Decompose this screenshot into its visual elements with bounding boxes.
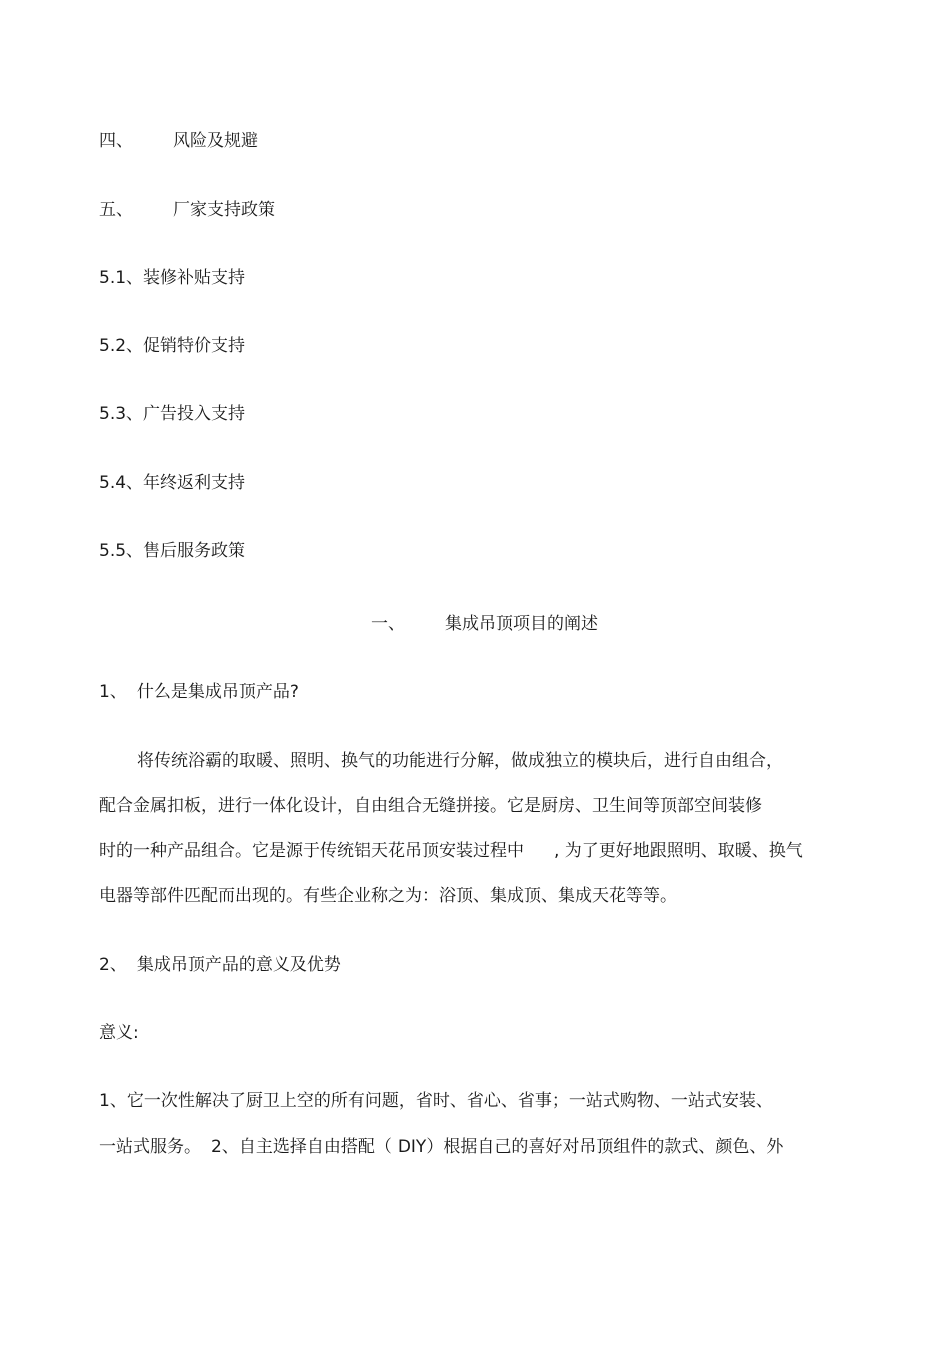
toc-sub-number: 5.1 (99, 268, 127, 288)
paragraph-line: 1、它一次性解决了厨卫上空的所有问题，省时、省心、省事；一站式购物、一站式安装、 (99, 1091, 773, 1111)
paragraph-segment: , 为了更好地跟照明、取暖、换气 (554, 841, 803, 861)
toc-sub-text: 、促销特价支持 (126, 336, 246, 356)
paragraph-line (99, 840, 803, 862)
paragraph-segment: 2、自主选择自由搭配（ (211, 1137, 392, 1157)
toc-sub-item (99, 540, 245, 562)
paragraph-line: 将传统浴霸的取暖、照明、换气的功能进行分解，做成独立的模块后，进行自由组合， (137, 751, 783, 771)
toc-sub-number: 5.2 (99, 336, 127, 356)
paragraph-segment: 时的一种产品组合。它是源于传统铝天花吊顶安装过程中 (99, 841, 524, 861)
question-1 (99, 681, 299, 703)
meaning-label: 意义: (99, 1023, 139, 1043)
paragraph-line (99, 1136, 783, 1158)
toc-sub-number: 5.5 (99, 541, 127, 561)
paragraph-segment: DIY）根据自己的喜好对吊顶组件的款式、颜色、外 (397, 1137, 784, 1157)
toc-item-5-text: 厂家支持政策 (173, 200, 275, 220)
toc-sub-text: 、年终返利支持 (126, 473, 246, 493)
section-heading-number: 一、 (371, 614, 405, 634)
toc-sub-item (99, 335, 245, 357)
toc-sub-number: 5.4 (99, 473, 127, 493)
question-2-text: 集成吊顶产品的意义及优势 (136, 955, 341, 975)
toc-sub-text: 、售后服务政策 (126, 541, 246, 561)
toc-sub-text: 、广告投入支持 (126, 404, 246, 424)
toc-sub-item (99, 267, 245, 289)
toc-sub-text: 、装修补贴支持 (126, 268, 246, 288)
toc-sub-number: 5.3 (99, 404, 127, 424)
toc-item-5 (99, 199, 275, 221)
toc-sub-item (99, 472, 245, 494)
paragraph-line: 电器等部件匹配而出现的。有些企业称之为：浴顶、集成顶、集成天花等等。 (99, 886, 677, 906)
toc-item-4-number: 四、 (99, 131, 133, 151)
section-heading-title: 集成吊顶项目的阐述 (445, 614, 598, 634)
toc-item-4-text: 风险及规避 (173, 131, 258, 151)
question-1-number: 1、 (99, 682, 127, 702)
toc-sub-item (99, 403, 245, 425)
question-2 (99, 954, 341, 976)
toc-item-4 (99, 130, 258, 152)
question-2-number: 2、 (99, 955, 127, 975)
paragraph-segment: 一站式服务。 (99, 1137, 201, 1157)
toc-item-5-number: 五、 (99, 200, 133, 220)
question-1-text: 什么是集成吊顶产品? (136, 682, 299, 702)
section-heading (371, 613, 598, 635)
paragraph-line: 配合金属扣板，进行一体化设计，自由组合无缝拼接。它是厨房、卫生间等顶部空间装修 (99, 796, 762, 816)
